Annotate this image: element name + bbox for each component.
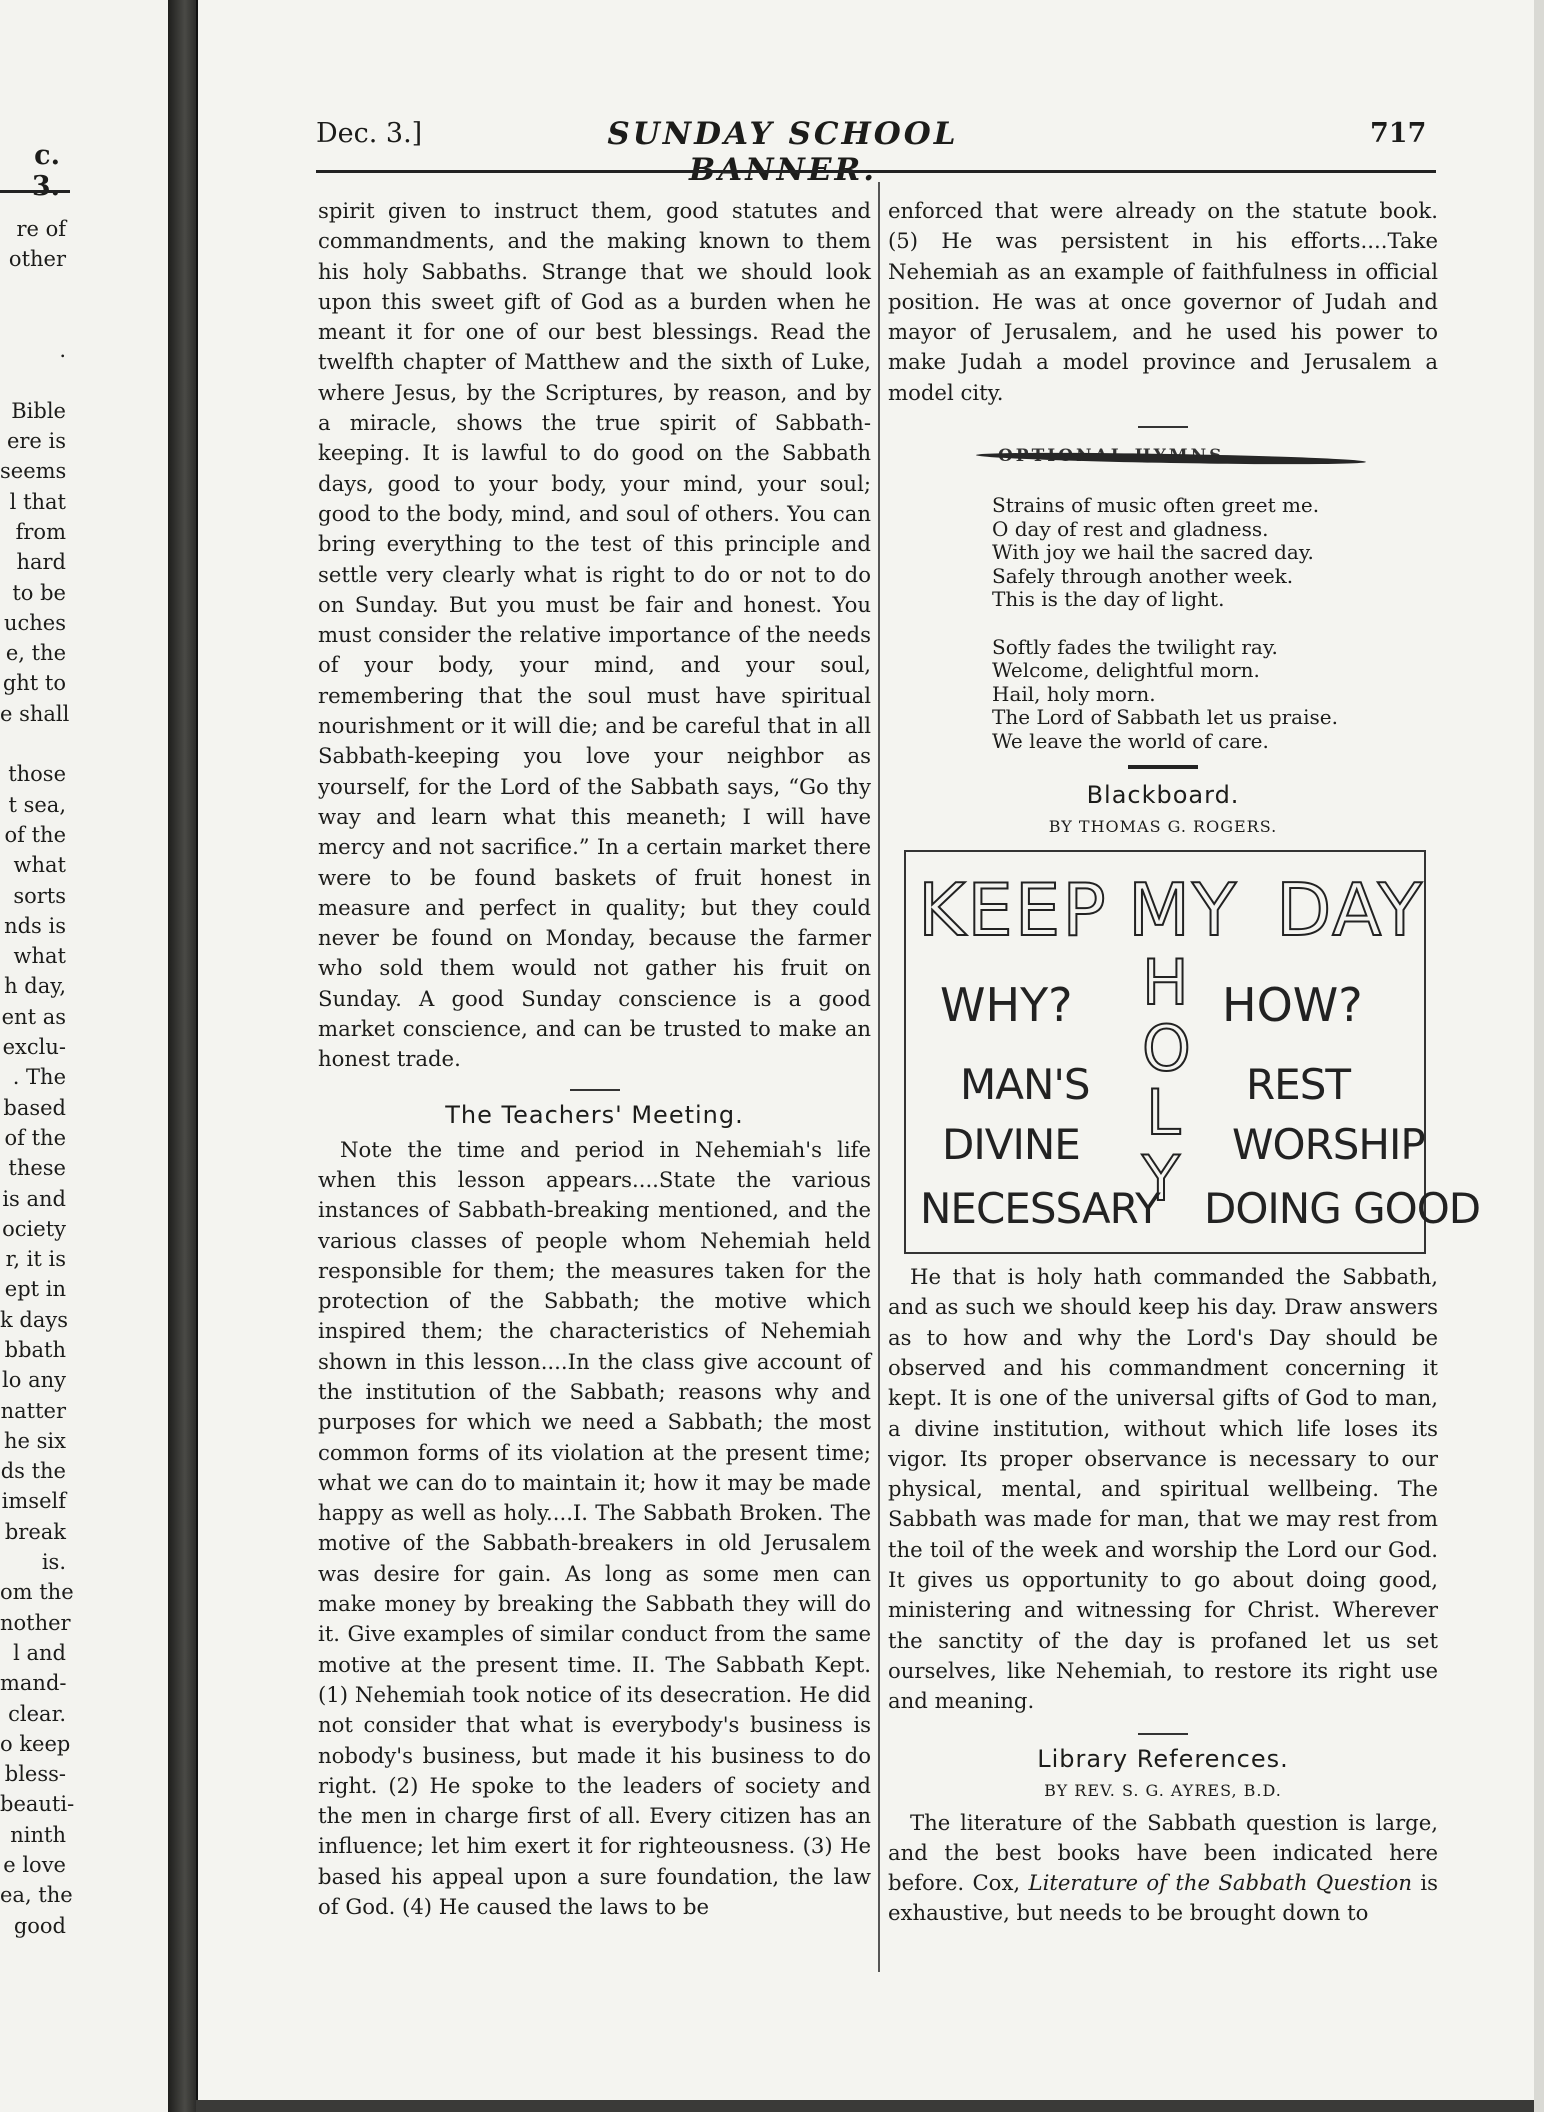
bb-necessary: NECESSARY <box>920 1184 1160 1234</box>
facing-page-line: bless- <box>4 1762 66 1787</box>
facing-page-line: uches <box>3 610 66 635</box>
left-column <box>318 196 871 1922</box>
facing-page-line: of the <box>4 1125 66 1150</box>
column-divider <box>878 182 880 1972</box>
facing-page-header: c. 3. <box>31 140 60 202</box>
facing-page-line: sorts <box>13 883 66 908</box>
hymn-title: This is the day of light. <box>992 587 1225 612</box>
blackboard-diagram <box>904 850 1481 1254</box>
facing-page-line: natter <box>0 1398 66 1423</box>
facing-page-line: l that <box>9 489 66 514</box>
facing-page-line: from <box>15 519 66 544</box>
header-title: SUNDAY SCHOOL BANNER. <box>607 116 959 188</box>
paragraph <box>888 1808 1438 1929</box>
bb-rest: REST <box>1246 1060 1351 1110</box>
facing-page-line: ent as <box>1 1004 66 1029</box>
facing-page-line: other <box>8 247 66 272</box>
bb-day: DAY <box>1276 868 1424 953</box>
facing-page-line <box>0 729 66 759</box>
hymn-title: O day of rest and gladness. <box>992 516 1269 541</box>
hymn-title: Welcome, delightful morn. <box>992 658 1260 683</box>
book-gutter <box>168 0 196 2112</box>
running-header <box>198 116 1536 188</box>
facing-page-line: these <box>8 1156 66 1181</box>
right-column <box>888 196 1481 1929</box>
facing-page-line: nother <box>0 1610 71 1635</box>
facing-page-line: ociety <box>2 1216 66 1241</box>
facing-page-line: what <box>13 853 66 878</box>
facing-page-line: ea, the <box>0 1883 73 1908</box>
bb-holy-o: O <box>1142 1012 1191 1086</box>
facing-page-line: nds is <box>4 913 66 938</box>
hymn-title: Softly fades the twilight ray. <box>992 634 1278 659</box>
magazine-page <box>196 0 1536 2100</box>
facing-page-line: ept in <box>4 1277 66 1302</box>
paragraph: enforced that were already on the statute book. (5) He was persistent in his efforts....Take Nehemiah as an example of faithfulness in official position. He was at once governor of Judah and mayor of Jerusalem, and he used his power to make Judah a model province and Jerusalem a model city. <box>888 198 1438 405</box>
facing-page-line: imself <box>1 1489 66 1514</box>
facing-page-line: what <box>13 944 66 969</box>
facing-page-line: Bible <box>11 398 66 423</box>
facing-page-line: based <box>3 1095 66 1120</box>
facing-page-line: e love <box>3 1853 66 1878</box>
paragraph: Note the time and period in Nehemiah's life when this lesson appears....State the various instances of Sabbath-breaking mentioned, and the various classes of people whom Nehemiah held responsible for them; the measures taken for the protection of the Sabbath; the motive which inspired them; the characteristics of Nehemiah shown in this lesson....In the class give account of the institution of the Sabbath; reasons why and purposes for which we need a Sabbath; the most common forms of its violation at the present time; what we can do to maintain it; how it may be made happy as well as holy....I. The Sabbath Broken. The motive of the Sabbath-breakers in old Jerusalem was desire for gain. As long as some men can make money by breaking the Sabbath they will do it. Give examples of similar conduct from the same motive at the present time. II. The Sabbath Kept. (1) Nehemiah took notice of its desecration. He did not consider that what is everybody's business is nobody's business, but made it his business to do right. (2) He spoke to the leaders of society and the men in charge first of all. Every citizen has an influence; let him exert it for righteousness. (3) He based his appeal upon a sure foundation, the law of God. (4) He caused the laws to be <box>318 1136 871 1920</box>
facing-page <box>0 0 171 2112</box>
facing-page-line: exclu- <box>2 1035 66 1060</box>
bb-holy-h: H <box>1142 946 1189 1020</box>
page-number: 717 <box>1370 118 1427 149</box>
facing-page-line: om the <box>0 1580 74 1605</box>
hymn-title: Strains of music often greet me. <box>992 493 1320 518</box>
facing-page-line <box>0 305 66 335</box>
struck-out-heading <box>958 446 1368 476</box>
facing-page-line: to be <box>12 580 66 605</box>
page-edge <box>1534 0 1544 2112</box>
hymn-title: Hail, holy morn. <box>992 681 1156 706</box>
facing-page-line: k days <box>0 1307 69 1332</box>
hymn-title: Safely through another week. <box>992 563 1294 588</box>
paragraph: He that is holy hath commanded the Sabbath, and as such we should keep his day. Draw answers as to how and why the Lord's Day should be observed and his commandment concerning it kept. It is one of the universal gifts of God to man, a divine institution, without which life loses its vigor. Its proper observance is necessary to our physical, mental, and spiritual wellbeing. The Sabbath was made for man, that we may rest from the toil of the week and worship the Lord our God. It gives us opportunity to go about doing good, ministering and witnessing for Christ. Wherever the sanctity of the day is profaned let us set ourselves, like Nehemiah, to restore its right use and meaning. <box>888 1264 1438 1714</box>
bb-keep: KEEP <box>918 868 1108 953</box>
book-title: Literature of the Sabbath Question <box>1028 1870 1412 1896</box>
byline: BY REV. S. G. AYRES, B.D. <box>1044 1780 1282 1800</box>
facing-page-line: bbath <box>4 1337 66 1362</box>
header-date: Dec. 3.] <box>316 118 423 149</box>
facing-page-line <box>0 275 66 305</box>
facing-page-line: he six <box>4 1428 66 1453</box>
facing-page-line: is and <box>2 1186 66 1211</box>
facing-page-line: mand- <box>0 1671 67 1696</box>
facing-page-line: ere is <box>6 429 66 454</box>
facing-page-line: break <box>4 1519 66 1544</box>
facing-page-line: hard <box>16 550 66 575</box>
text-run: The literature of the Sabbath question is large, and the best books have been indicated here before. Cox, <box>888 1809 1438 1896</box>
facing-page-line: t sea, <box>8 792 66 817</box>
bb-mans: MAN'S <box>960 1060 1090 1110</box>
facing-page-rule <box>0 190 70 193</box>
facing-page-line: ds the <box>0 1459 66 1484</box>
facing-page-line: o keep <box>0 1731 71 1756</box>
facing-page-line: . <box>59 338 66 363</box>
byline: BY THOMAS G. ROGERS. <box>1048 817 1278 837</box>
facing-page-line: lo any <box>2 1368 66 1393</box>
facing-page-line: clear. <box>8 1701 66 1726</box>
section-heading-blackboard: Blackboard. <box>1086 781 1240 810</box>
hymn-title: With joy we hail the sacred day. <box>992 540 1314 565</box>
facing-page-text <box>0 214 75 1941</box>
facing-page-line: r, it is <box>5 1247 66 1272</box>
facing-page-line: h day, <box>4 974 66 999</box>
bb-doing-good: DOING GOOD <box>1204 1184 1481 1234</box>
facing-page-line: seems <box>0 459 67 484</box>
bb-how: HOW? <box>1222 978 1363 1033</box>
hymn-list <box>992 636 1438 754</box>
header-rule <box>316 170 1436 173</box>
bb-holy-l: L <box>1146 1076 1181 1150</box>
facing-page-line: l and <box>13 1640 66 1665</box>
facing-page-line: of the <box>4 822 66 847</box>
paragraph: spirit given to instruct them, good statutes and commandments, and the making known to them his holy Sabbaths. Strange that we should look upon this sweet gift of God as a burden when he meant it for one of our best blessings. Read the twelfth chapter of Matthew and the sixth of Luke, where Jesus, by the Scriptures, by reason, and by a miracle, shows the true spirit of Sabbath-keeping. It is lawful to do good on the Sabbath days, good to your body, your mind, your soul; good to the body, mind, and soul of others. You can bring everything to the test of this principle and settle very clearly what is right to do or not to do on Sunday. But you must be fair and honest. You must consider the relative importance of the needs of your body, your mind, and your soul, remembering that the soul must have spiritual nourishment or it will die; and be careful that in all Sabbath-keeping you love your neighbor as yourself, for the Lord of the Sabbath says, “Go thy way and learn what this meaneth; I will have mercy and not sacrifice.” In a certain market there were to be found baskets of fruit honest in measure and perfect in quality; but they could never be found on Monday, because the farmer who sold them would not gather his fruit on Sunday. A good Sunday conscience is a good market conscience, and can be trusted to make an honest trade. <box>318 198 871 1072</box>
hymn-title: The Lord of Sabbath let us praise. <box>992 705 1338 730</box>
facing-page-line: . The <box>12 1065 66 1090</box>
section-heading-library-references: Library References. <box>1037 1744 1289 1773</box>
bb-worship: WORSHIP <box>1232 1120 1425 1170</box>
facing-page-line: ght to <box>2 671 66 696</box>
facing-page-line: e, the <box>5 641 66 666</box>
section-heading-teachers-meeting: The Teachers' Meeting. <box>445 1100 744 1129</box>
facing-page-line: e shall <box>0 701 70 726</box>
bb-divine: DIVINE <box>942 1120 1080 1170</box>
bb-my: MY <box>1128 868 1239 953</box>
hymn-title: We leave the world of care. <box>992 728 1269 753</box>
facing-page-line: re of <box>16 217 66 241</box>
facing-page-line: is. <box>41 1550 66 1575</box>
facing-page-line: those <box>8 762 66 787</box>
hymn-list <box>992 494 1438 612</box>
facing-page-line: ninth <box>10 1822 66 1847</box>
text-run: is exhaustive, but needs to be brought down to <box>888 1870 1438 1926</box>
facing-page-line: beauti- <box>0 1792 75 1817</box>
facing-page-line <box>0 365 66 395</box>
bb-holy-y: Y <box>1142 1142 1180 1216</box>
bb-why: WHY? <box>940 978 1073 1033</box>
facing-page-line: good <box>13 1913 66 1938</box>
